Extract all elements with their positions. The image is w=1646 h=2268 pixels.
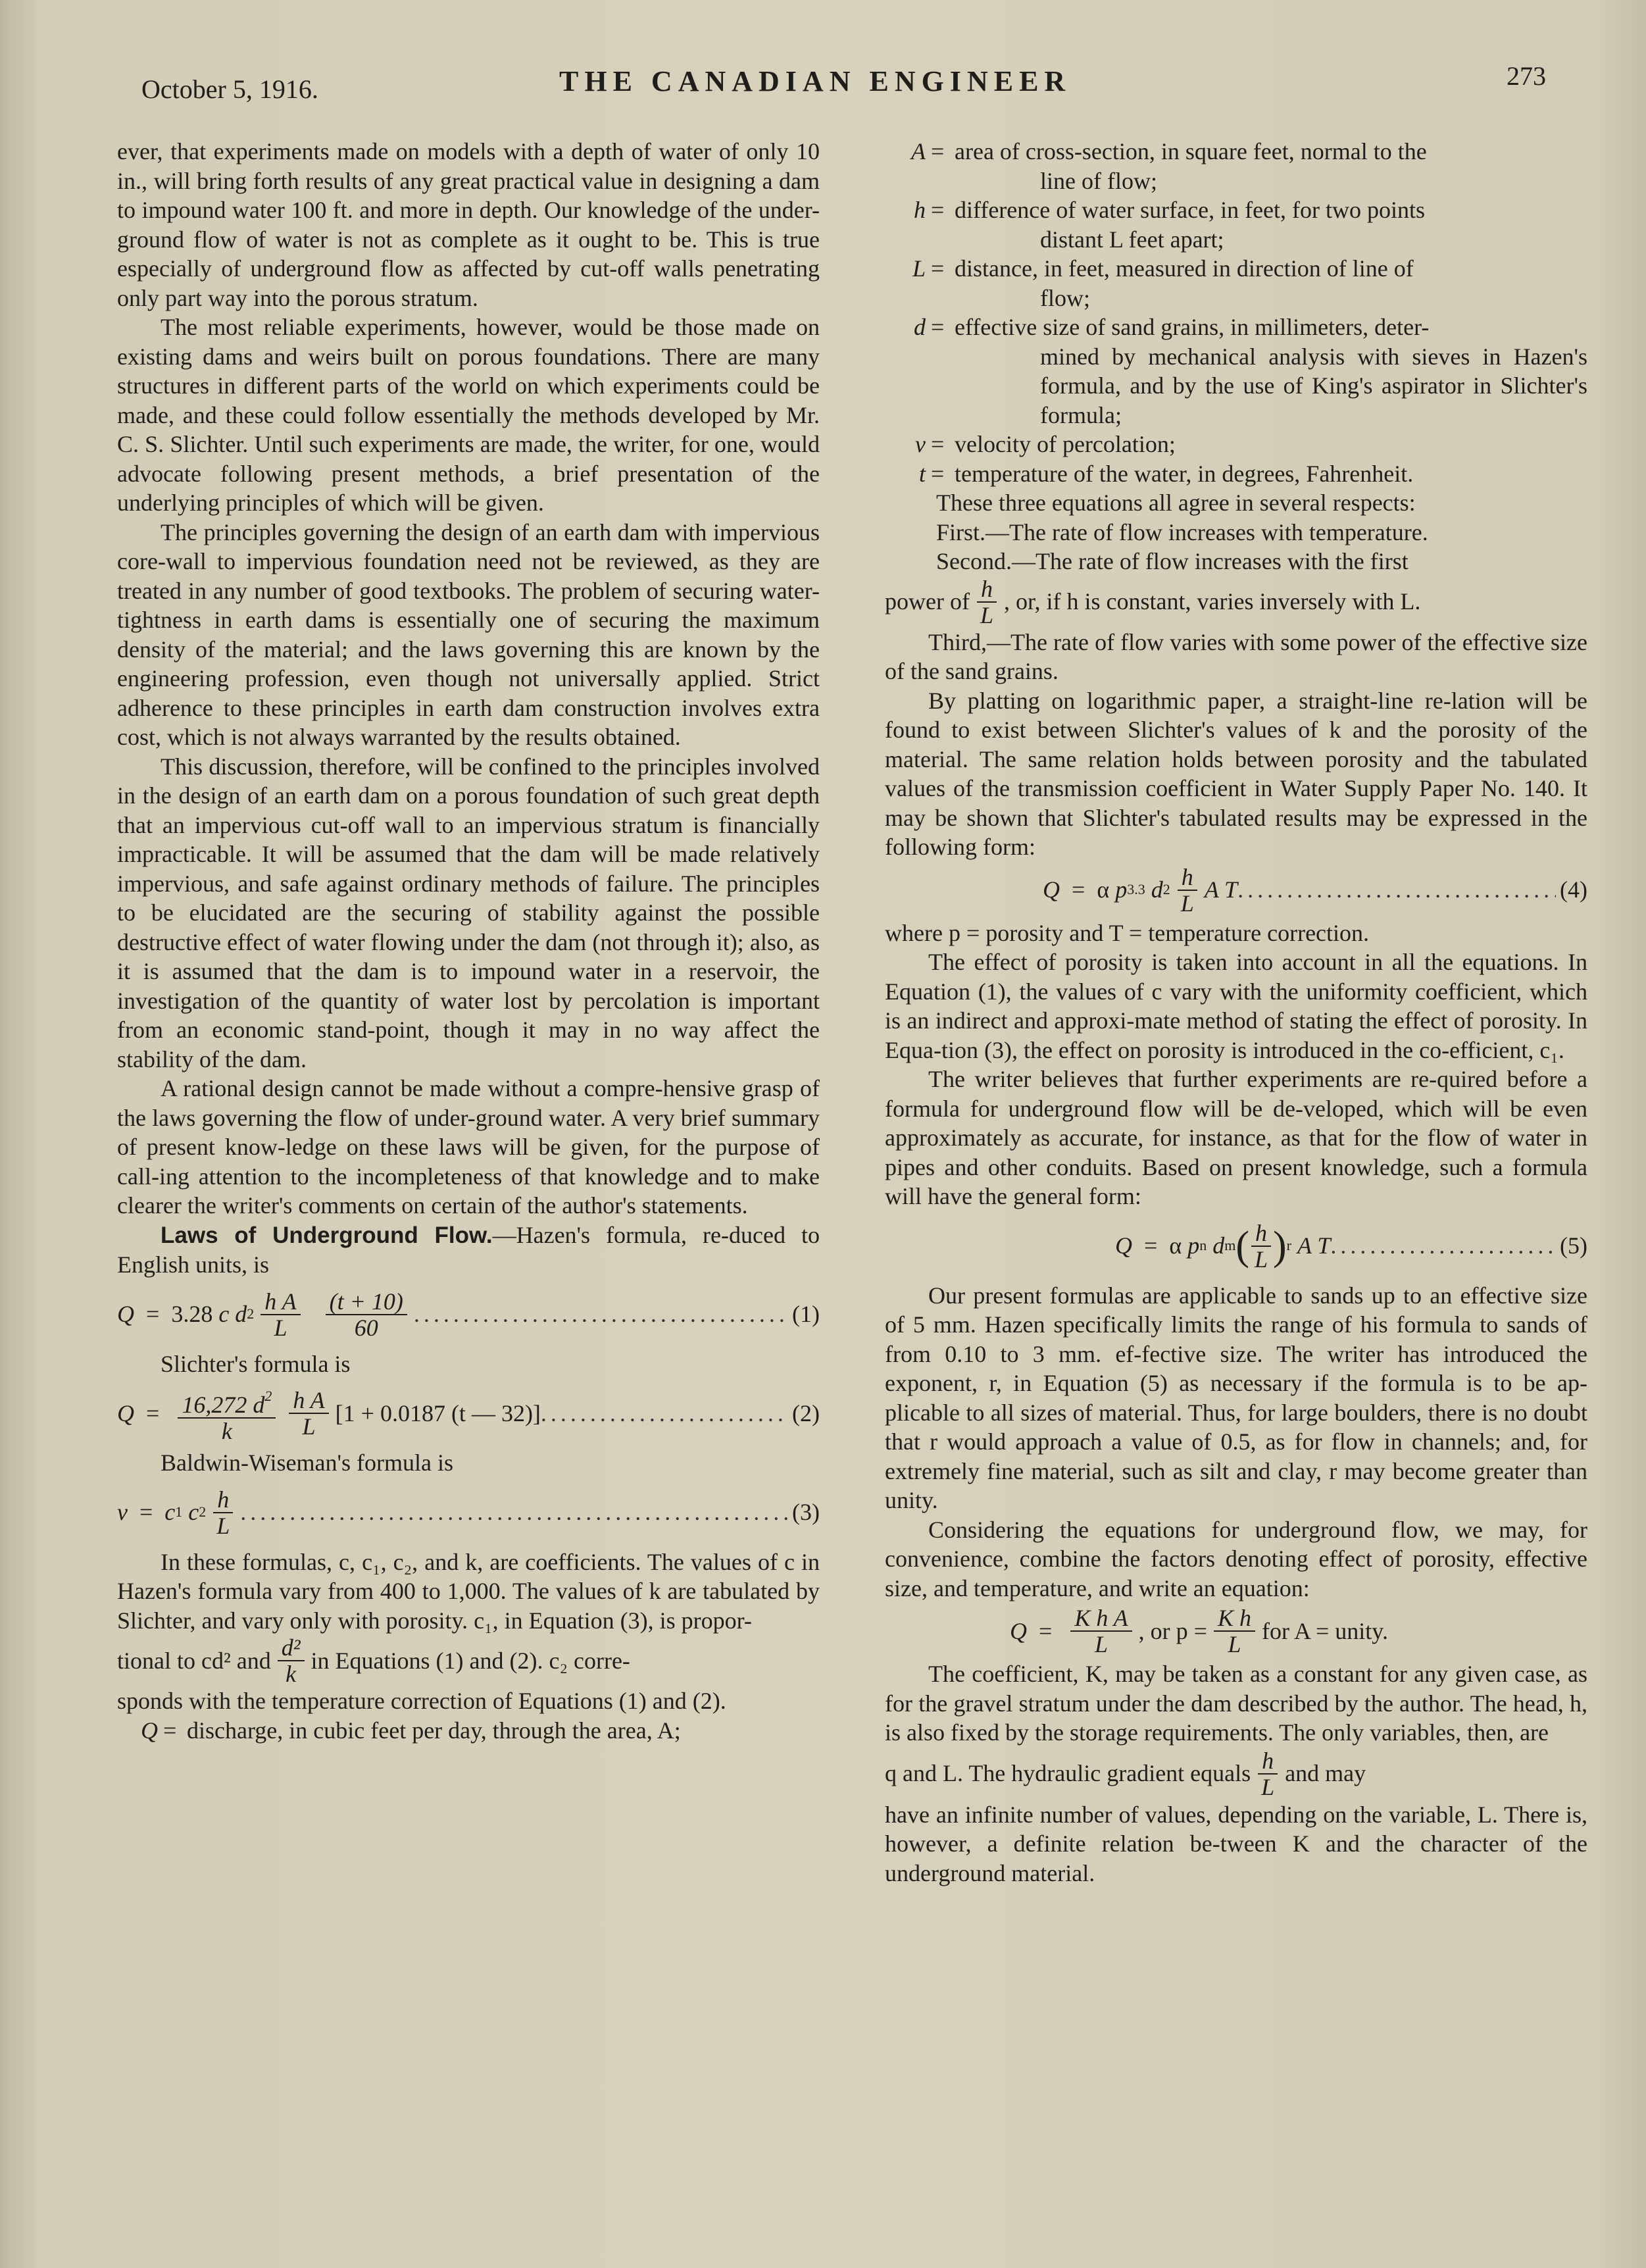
equation-number: (3) bbox=[792, 1499, 820, 1526]
equation-lhs: Q bbox=[1010, 1617, 1027, 1644]
paragraph: By platting on logarithmic paper, a straight-line re-lation will be found to exist between Slichter's values of k and the porosity of the material. The same relation holds between porosity and the tabulated values of the transmission coefficient in Water Supply Paper No. 140. It may be shown that Slichter's tabulated results may be expressed in the following form: bbox=[885, 687, 1587, 860]
numerator: K h bbox=[1214, 1605, 1255, 1632]
numerator: h A bbox=[261, 1289, 300, 1315]
leader-dots bbox=[414, 1299, 788, 1329]
exponent: n bbox=[1199, 1237, 1207, 1254]
fraction bbox=[1214, 1605, 1255, 1657]
numerator: K h A bbox=[1070, 1605, 1132, 1632]
leader-dots bbox=[240, 1498, 788, 1527]
paragraph-text: —Hazen's formula, re-duced to English units, is bbox=[117, 1221, 820, 1278]
denominator: L bbox=[302, 1413, 316, 1440]
paragraph: The effect of porosity is taken into account in all the equations. In Equation (1), the values of c vary with the uniformity coefficient, which is an indirect and approxi-mate method of stating the effect of porosity. In Equa-tion (3), the effect on porosity is introduced in the co-efficient, c₁. bbox=[885, 949, 1587, 1063]
paragraph: Our present formulas are applicable to sands up to an effective size of 5 mm. Hazen specifically limits the range of his formula to sands of from 0.10 to 3 mm. ef-fective size. The writer has introduced the exponent, r, in Equation (5) as necessary if the formula is to be ap-plicable to all sizes of material. Thus, for large boulders, there is no doubt that r would approach a value of 0.5, as for flow in channels; and, for extremely fine material, such as silt and clay, r may become greater than unity. bbox=[885, 1282, 1587, 1513]
paragraph-text: and may bbox=[1285, 1760, 1366, 1787]
paragraph: These three equations all agree in several respects: bbox=[936, 490, 1416, 516]
exponent: m bbox=[1224, 1237, 1236, 1254]
symbol: d bbox=[235, 1301, 247, 1328]
definition-item: d = effective size of sand grains, in millimeters, deter- mined by mechanical analysis with sieves in Hazen's formula, and by the use of King's aspirator in Slichter's formula; bbox=[885, 313, 1587, 430]
paragraph-text: power of bbox=[885, 588, 970, 615]
paragraph: First.—The rate of flow increases with temperature. bbox=[936, 518, 1428, 545]
definition-continuation: line of flow; bbox=[1040, 167, 1157, 194]
paragraph: Third,—The rate of flow varies with some power of the effective size of the sand grains. bbox=[885, 628, 1587, 684]
paragraph-text: tional to cd² and bbox=[117, 1647, 271, 1674]
issue-date: October 5, 1916. bbox=[141, 74, 318, 104]
denominator: L bbox=[1254, 1246, 1268, 1273]
definition-list bbox=[885, 137, 1587, 488]
paragraph: In these formulas, c, c₁, c₂, and k, are coefficients. The values of c in Hazen's formula vary from 400 to 1,000. The values of k are tabulated by Slichter, and vary only with porosity. c₁, in Equation (3), is propor- bbox=[117, 1548, 820, 1634]
paragraph: A rational design cannot be made without a compre-hensive grasp of the laws governing the flow of under-ground water. A very brief summary of present know-ledge on these laws will be given, for the purpose of call-ing attention to the incompleteness of that knowledge and to make clearer the writer's comments on certain of the author's statements. bbox=[117, 1075, 820, 1219]
definition-item: h = difference of water surface, in feet, for two points distant L feet apart; bbox=[885, 195, 1587, 254]
definition-continuation: flow; bbox=[1040, 284, 1090, 311]
symbol: c bbox=[164, 1499, 176, 1526]
numerator: d² bbox=[278, 1635, 305, 1661]
fraction bbox=[326, 1289, 407, 1340]
equation-number: (2) bbox=[792, 1399, 820, 1426]
right-column bbox=[885, 137, 1587, 1888]
denominator: k bbox=[286, 1661, 297, 1687]
equation-lhs: Q bbox=[117, 1399, 134, 1426]
fraction bbox=[278, 1635, 305, 1686]
symbol: α bbox=[1097, 876, 1110, 903]
exponent: r bbox=[1286, 1237, 1291, 1254]
denominator: L bbox=[1228, 1631, 1241, 1657]
paragraph: This discussion, therefore, will be confined to the principles involved in the design of an earth dam on a porous foundation of such great depth that an impervious cut-off wall to an impervious stratum is financially impracticable. It will be assumed that the dam will be made relatively impervious, and safe against ordinary methods of failure. The principles to be elucidated are the securing of stability against the possible destructive effect of water flowing under the dam (not through it); also, as it is assumed that the dam is to impound water in a reservoir, the investigation of the quantity of water lost by percolation is important from an economic stand-point, though it may in no way affect the stability of the dam. bbox=[117, 753, 820, 1072]
paragraph-text: , or, if h is constant, varies inversely with L. bbox=[1003, 588, 1421, 615]
symbol: p bbox=[1115, 876, 1128, 903]
paragraph: ever, that experiments made on models with a depth of water of only 10 in., will bring forth results of any great practical value in designing a dam to impound water 100 ft. and more in depth. Our knowledge of the under-ground flow of water is not as complete as it ought to be. This is true especially of underground flow as affected by cut-off walls penetrating only part way into the porous stratum. bbox=[117, 138, 820, 311]
definition-symbol: v bbox=[915, 431, 926, 457]
denominator: k bbox=[221, 1417, 232, 1444]
paragraph: where p = porosity and T = temperature correction. bbox=[885, 919, 1370, 946]
journal-title: THE CANADIAN ENGINEER bbox=[559, 65, 1072, 97]
numerator: h bbox=[213, 1487, 233, 1513]
symbol: d bbox=[1151, 876, 1163, 903]
symbol: d bbox=[1212, 1232, 1225, 1259]
denominator: L bbox=[274, 1314, 287, 1341]
paragraph: sponds with the temperature correction of Equations (1) and (2). bbox=[117, 1688, 726, 1714]
inline-fraction-line bbox=[117, 1635, 820, 1686]
fraction bbox=[261, 1289, 300, 1340]
paragraph: The principles governing the design of an earth dam with impervious core-wall to impervious foundation need not be reviewed, as they are treated in any number of good textbooks. The problem of securing water-tightness in earth dams is essentially one of securing the maximum density of the material; and the laws governing this are known by the engineering profession, even though not universally applied. Strict adherence to these principles in earth dam construction involves extra cost, which is not always warranted by the results obtained. bbox=[117, 518, 820, 750]
fraction: $\frac{16,272 d^2}{k}$ bbox=[178, 1384, 276, 1444]
paragraph: The writer believes that further experiments are re-quired before a formula for underground flow will be de-veloped, which will be even approximately as accurate, for instance, as that for the flow of water in pipes and other conduits. Based on present knowledge, such a formula will have the general form: bbox=[885, 1066, 1587, 1209]
definition-text: difference of water surface, in feet, for two points bbox=[955, 197, 1426, 223]
fraction bbox=[1251, 1221, 1272, 1272]
denominator: L bbox=[1261, 1773, 1275, 1800]
definition-text: effective size of sand grains, in millimeters, deter- bbox=[955, 314, 1430, 340]
definition-symbol: d bbox=[914, 314, 926, 340]
fraction bbox=[976, 576, 997, 628]
definition-symbol: A bbox=[911, 138, 926, 164]
equation-1: Q = 3.28 c d 2 $\frac{\text{h A}}{L}$ $\frac{(t + 10)}{60}$ ..... (1) bbox=[117, 1280, 820, 1349]
equation-term: , or p = bbox=[1138, 1617, 1207, 1644]
definition-symbol: L bbox=[912, 255, 926, 282]
denominator: L bbox=[1180, 890, 1194, 917]
paragraph: Considering the equations for underground flow, we may, for convenience, combine the factors denoting effect of porosity, effective size, and temperature, and write an equation: bbox=[885, 1516, 1587, 1601]
equation-3: v = c 1 c 2 $\frac{h}{L}$ ..... (3) bbox=[117, 1478, 820, 1548]
equation-lhs: Q bbox=[1043, 876, 1060, 903]
paragraph-text: q and L. The hydraulic gradient equals bbox=[885, 1760, 1251, 1787]
exponent: 3.3 bbox=[1127, 881, 1145, 898]
fraction bbox=[1257, 1748, 1278, 1800]
equation-5: Q = α p n d m ( $\frac{h}{L}$ ) r A T ..... (5) bbox=[885, 1211, 1587, 1281]
inline-fraction-line bbox=[885, 1748, 1587, 1800]
equation-term: A T bbox=[1204, 876, 1238, 903]
denominator: 60 bbox=[354, 1314, 378, 1341]
definition-item: A = area of cross-section, in square feet, normal to the line of flow; bbox=[885, 137, 1587, 195]
equation-number: (5) bbox=[1560, 1232, 1587, 1259]
definition-text: area of cross-section, in square feet, normal to the bbox=[955, 138, 1427, 164]
numerator: 16,272 d bbox=[182, 1391, 265, 1418]
numerator: h bbox=[977, 576, 997, 603]
paragraph: have an infinite number of values, depending on the variable, L. There is, however, a definite relation be-tween K and the character of the underground material. bbox=[885, 1801, 1587, 1886]
equation-lhs: v bbox=[117, 1499, 128, 1526]
numerator: h bbox=[1258, 1748, 1278, 1775]
paragraph: The coefficient, K, may be taken as a constant for any given case, as for the gravel stratum under the dam described by the author. The head, h, is also fixed by the storage requirements. The only variables, then, are bbox=[885, 1661, 1587, 1746]
equation-6: Q = $\frac{\text{K h A}}{L}$ , or p = $\frac{\text{K h}}{L}$ for A = unity. bbox=[1010, 1605, 1388, 1657]
paragraph-text: in Equations (1) and (2). c₂ corre- bbox=[311, 1647, 630, 1674]
paragraph bbox=[117, 1221, 820, 1280]
symbol: c bbox=[218, 1301, 230, 1328]
equation-lhs: Q bbox=[117, 1301, 134, 1328]
definition-symbol: Q bbox=[141, 1717, 158, 1744]
page-number: 273 bbox=[1507, 61, 1546, 91]
equation-lhs: Q bbox=[1115, 1232, 1132, 1259]
denominator: L bbox=[1094, 1631, 1108, 1657]
denominator: L bbox=[216, 1512, 230, 1539]
symbol: p bbox=[1187, 1232, 1200, 1259]
fraction bbox=[1070, 1605, 1132, 1657]
definition-text: distance, in feet, measured in direction of line of bbox=[955, 255, 1414, 282]
paragraph: Baldwin-Wiseman's formula is bbox=[161, 1449, 453, 1476]
numerator: h bbox=[1251, 1221, 1271, 1247]
left-column bbox=[117, 137, 820, 1745]
numerator: h bbox=[1178, 865, 1197, 891]
definition-text: velocity of percolation; bbox=[955, 431, 1176, 457]
symbol: c bbox=[188, 1499, 199, 1526]
equation-term: [1 + 0.0187 (t — 32)] bbox=[335, 1399, 541, 1426]
paragraph: The most reliable experiments, however, would be those made on existing dams and weirs built on porous foundations. There are many structures in different parts of the world on which experiments could be made, and these could follow essentially the methods developed by Mr. C. S. Slichter. Until such experiments are made, the writer, for one, would advocate following present methods, a brief presentation of the underlying principles of which will be given. bbox=[117, 314, 820, 516]
equation-number: (4) bbox=[1560, 876, 1587, 903]
definition-continuation: distant L feet apart; bbox=[1040, 226, 1224, 253]
numerator: h A bbox=[289, 1388, 328, 1414]
paragraph: Slichter's formula is bbox=[161, 1350, 351, 1377]
equation-number: (1) bbox=[792, 1301, 820, 1328]
fraction bbox=[289, 1388, 328, 1439]
definition-text: discharge, in cubic feet per day, through the area, A; bbox=[187, 1717, 681, 1744]
coefficient: 3.28 bbox=[171, 1301, 213, 1328]
inline-fraction-line bbox=[885, 576, 1587, 628]
equation-term: for A = unity. bbox=[1261, 1617, 1388, 1644]
definition-symbol: h bbox=[914, 197, 926, 223]
definition-item: v = velocity of percolation; bbox=[885, 430, 1587, 459]
definition-item: Q = discharge, in cubic feet per day, through the area, A; bbox=[117, 1716, 820, 1746]
section-heading: Laws of Underground Flow. bbox=[161, 1222, 493, 1248]
leader-dots bbox=[1330, 1231, 1556, 1261]
definition-item: t = temperature of the water, in degrees, Fahrenheit. bbox=[885, 459, 1587, 489]
denominator: L bbox=[980, 601, 993, 628]
running-header bbox=[0, 59, 1646, 105]
leader-dots bbox=[1237, 875, 1556, 905]
fraction bbox=[1177, 865, 1198, 916]
equation-2: Q = $\frac{16,272 d^2}{k}$ $\frac{\text{h A}}{L}$ [1 + 0.0187 (t — 32)] ..... (2) bbox=[117, 1378, 820, 1448]
definition-item: L = distance, in feet, measured in direction of line of flow; bbox=[885, 254, 1587, 313]
leader-dots bbox=[541, 1399, 788, 1428]
equation-4: Q = α p 3.3 d 2 $\frac{h}{L}$ A T ..... (4) bbox=[885, 862, 1587, 919]
definition-continuation: mined by mechanical analysis with sieves in Hazen's formula, and by the use of King's aspirator in Slichter's formula; bbox=[1040, 343, 1587, 428]
definition-text: temperature of the water, in degrees, Fahrenheit. bbox=[955, 460, 1414, 487]
paragraph: Second.—The rate of flow increases with the first bbox=[936, 548, 1409, 574]
fraction bbox=[212, 1487, 234, 1538]
definition-symbol: t bbox=[918, 460, 926, 487]
equation-term: A T bbox=[1297, 1232, 1331, 1259]
numerator: (t + 10) bbox=[326, 1289, 407, 1315]
symbol: α bbox=[1169, 1232, 1182, 1259]
